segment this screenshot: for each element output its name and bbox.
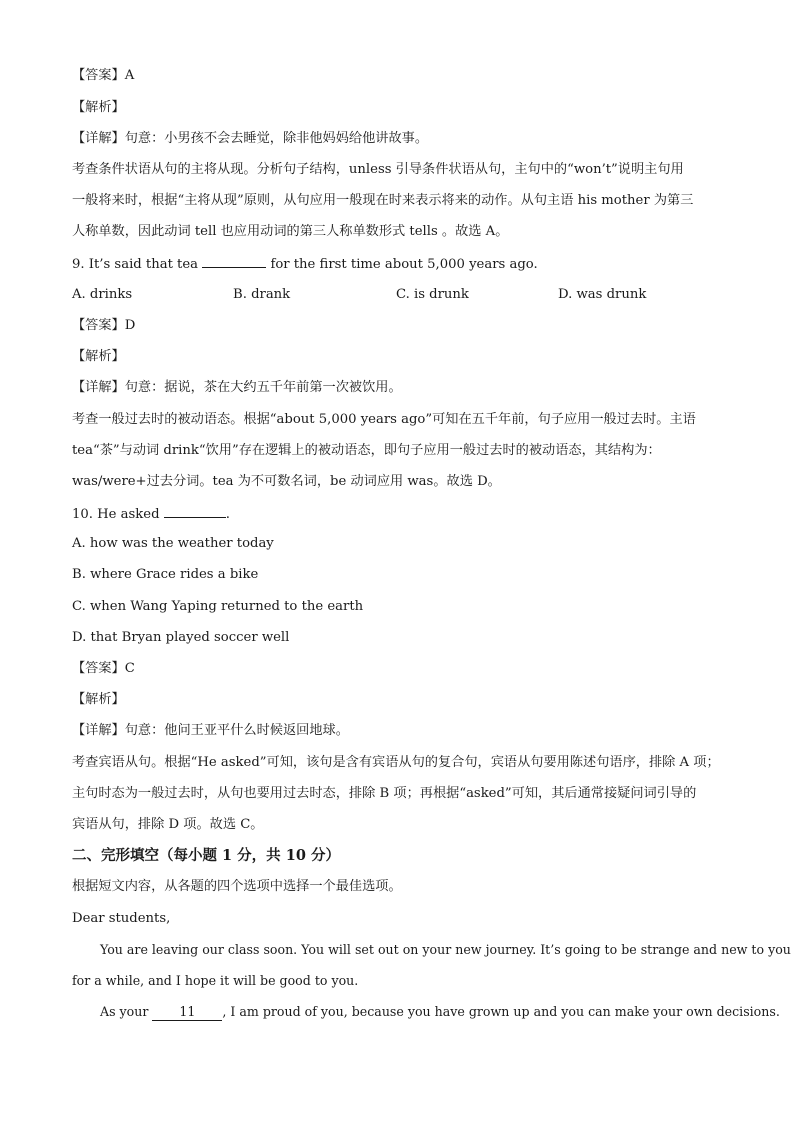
p2-after: , I am proud of you, because you have grown up and you can make your own decisions. <box>222 1004 780 1019</box>
section-2-instruction: 根据短文内容，从各题的四个选项中选择一个最佳选项。 <box>72 879 402 894</box>
q10-stem-before: 10. He asked <box>72 507 160 522</box>
q8-detail: 【详解】句意：小男孩不会去睡觉，除非他妈妈给他讲故事。 <box>72 131 429 146</box>
letter-paragraph-2 <box>100 1002 780 1022</box>
q9-explain-line-3: was/were+过去分词。tea 为不可数名词，be 动词应用 was。故选 D。 <box>72 474 501 489</box>
q9-option-d: D. was drunk <box>558 287 647 302</box>
q10-analysis-label: 【解析】 <box>72 692 125 707</box>
q10-option-c: C. when Wang Yaping returned to the earth <box>72 599 364 614</box>
q9-option-b: B. drank <box>233 287 291 302</box>
q9-option-a: A. drinks <box>72 287 133 302</box>
q10-option-d: D. that Bryan played soccer well <box>72 630 290 645</box>
q10-answer: 【答案】C <box>72 661 135 676</box>
q9-analysis-label: 【解析】 <box>72 349 125 364</box>
q8-explain-line-1: 考查条件状语从句的主将从现。分析句子结构，unless 引导条件状语从句，主句中的“won’t”说明主句用 <box>72 162 684 177</box>
q10-option-b: B. where Grace rides a bike <box>72 567 259 582</box>
q9-answer: 【答案】D <box>72 318 136 333</box>
q10-explain-line-3: 宾语从句，排除 D 项。故选 C。 <box>72 817 264 832</box>
q10-stem <box>72 503 230 525</box>
q9-explain-line-2: tea“茶”与动词 drink“饮用”存在逻辑上的被动语态，即句子应用一般过去时的被动语态，其结构为： <box>72 443 661 458</box>
q10-stem-after: . <box>225 507 230 522</box>
q10-option-a: A. how was the weather today <box>72 536 274 551</box>
letter-paragraph-1-line-1: You are leaving our class soon. You will set out on your new journey. It’s going to be strange and new to you <box>100 942 791 957</box>
q10-explain-line-2: 主句时态为一般过去时，从句也要用过去时态，排除 B 项；再根据“asked”可知，其后通常接疑问词引导的 <box>72 786 697 801</box>
q8-analysis-label: 【解析】 <box>72 100 125 115</box>
q10-explain-line-1: 考查宾语从句。根据“He asked”可知，该句是含有宾语从句的复合句，宾语从句要用陈述句语序，排除 A 项； <box>72 755 720 770</box>
q10-detail: 【详解】句意：他问王亚平什么时候返回地球。 <box>72 723 349 738</box>
q9-detail: 【详解】句意：据说，茶在大约五千年前第一次被饮用。 <box>72 380 402 395</box>
q9-stem-before: 9. It’s said that tea <box>72 257 199 272</box>
q8-explain-line-2: 一般将来时，根据“主将从现”原则，从句应用一般现在时来表示将来的动作。从句主语 his mother 为第三 <box>72 193 694 208</box>
section-2-title: 二、完形填空（每小题 1 分，共 10 分） <box>72 847 340 864</box>
q9-stem-after: for the first time about 5,000 years ago. <box>270 257 538 272</box>
p2-before: As your <box>100 1004 149 1019</box>
q10-blank <box>164 503 226 518</box>
q9-blank <box>202 253 266 268</box>
q9-option-c: C. is drunk <box>396 287 469 302</box>
q9-stem <box>72 253 538 275</box>
letter-paragraph-1-line-2: for a while, and I hope it will be good to you. <box>72 973 359 988</box>
letter-salutation: Dear students, <box>72 911 171 926</box>
q9-explain-line-1: 考查一般过去时的被动语态。根据“about 5,000 years ago”可知在五千年前，句子应用一般过去时。主语 <box>72 412 696 427</box>
q8-explain-line-3: 人称单数，因此动词 tell 也应用动词的第三人称单数形式 tells 。故选 A。 <box>72 224 509 239</box>
q8-answer: 【答案】A <box>72 68 135 83</box>
cloze-blank-11: 11 <box>152 1004 222 1021</box>
